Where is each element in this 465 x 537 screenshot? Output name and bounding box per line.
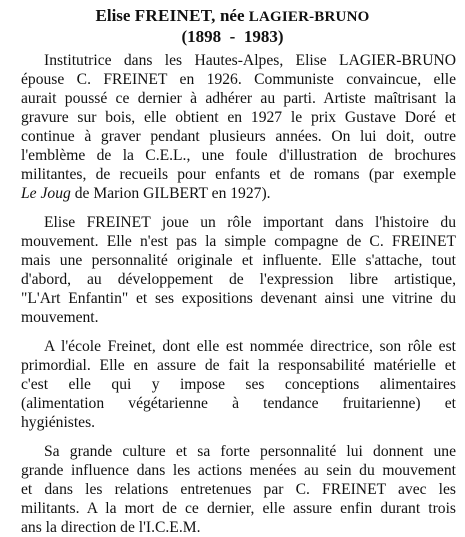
text-line: militants. A la mort de ce dernier, elle assure enfin durant trois (21, 500, 456, 517)
text-line-with-book-title (21, 185, 456, 203)
text-line: c'est elle qui y impose ses conceptions alimentaires (21, 376, 456, 393)
text-line: épouse C. FREINET en 1926. Communiste convaincue, elle (21, 71, 456, 88)
text-line: primordial. Elle en assure de fait la responsabilité matérielle et (21, 357, 456, 374)
biography-heading (0, 6, 465, 27)
text-line: l'emblème de la C.E.L., une foule d'illustration de brochures (21, 147, 456, 164)
text-line: continue à graver pendant plusieurs années. On lui doit, outre (21, 128, 456, 145)
text-line: hygiénistes. (21, 414, 96, 431)
text-line: "L'Art Enfantin" et ses expositions devenant ainsi une vitrine du (21, 290, 456, 307)
text-line: et dans les relations entretenues par C. FREINET avec les (21, 481, 456, 498)
text-line: (alimentation végétarienne à tendance fruitarienne) et (21, 395, 456, 412)
text-line: mouvement. Elle n'est pas la simple compagne de C. FREINET (21, 233, 456, 250)
book-title-rest: de Marion GILBERT en 1927). (70, 185, 271, 202)
text-line: A l'école Freinet, dont elle est nommée directrice, son rôle est (44, 338, 456, 355)
text-line: mais une personnalité originale et influente. Elle s'attache, tout (21, 252, 456, 269)
text-line: militantes, de recueils pour enfants et de romans (par exemple (21, 166, 456, 183)
heading-first-name: Elise (95, 6, 131, 25)
text-line: Elise FREINET joue un rôle important dans l'histoire du (44, 214, 456, 231)
text-line: mouvement. (21, 309, 99, 326)
book-title: Le Joug (21, 185, 71, 202)
text-line: grande influence dans les actions menées au sein du mouvement (21, 462, 456, 479)
text-line: Sa grande culture et sa forte personnalité lui donnent une (44, 443, 456, 460)
heading-dates: (1898 - 1983) (181, 27, 284, 46)
text-line: d'abord, au développement de l'expression libre artistique, (21, 271, 456, 288)
text-line: Institutrice dans les Hautes-Alpes, Elise LAGIER-BRUNO (44, 52, 456, 69)
text-line: gravure sur bois, elle obtient en 1927 le prix Gustave Doré et (21, 109, 456, 126)
heading-maiden-name: LAGIER-BRUNO (248, 9, 370, 25)
text-line: ans la direction de l'I.C.E.M. (21, 519, 201, 536)
text-line: aurait poussé ce dernier à adhérer au parti. Artiste maîtrisant la (21, 90, 456, 107)
heading-surname: FREINET, (134, 6, 216, 25)
heading-nee: née (219, 6, 245, 25)
